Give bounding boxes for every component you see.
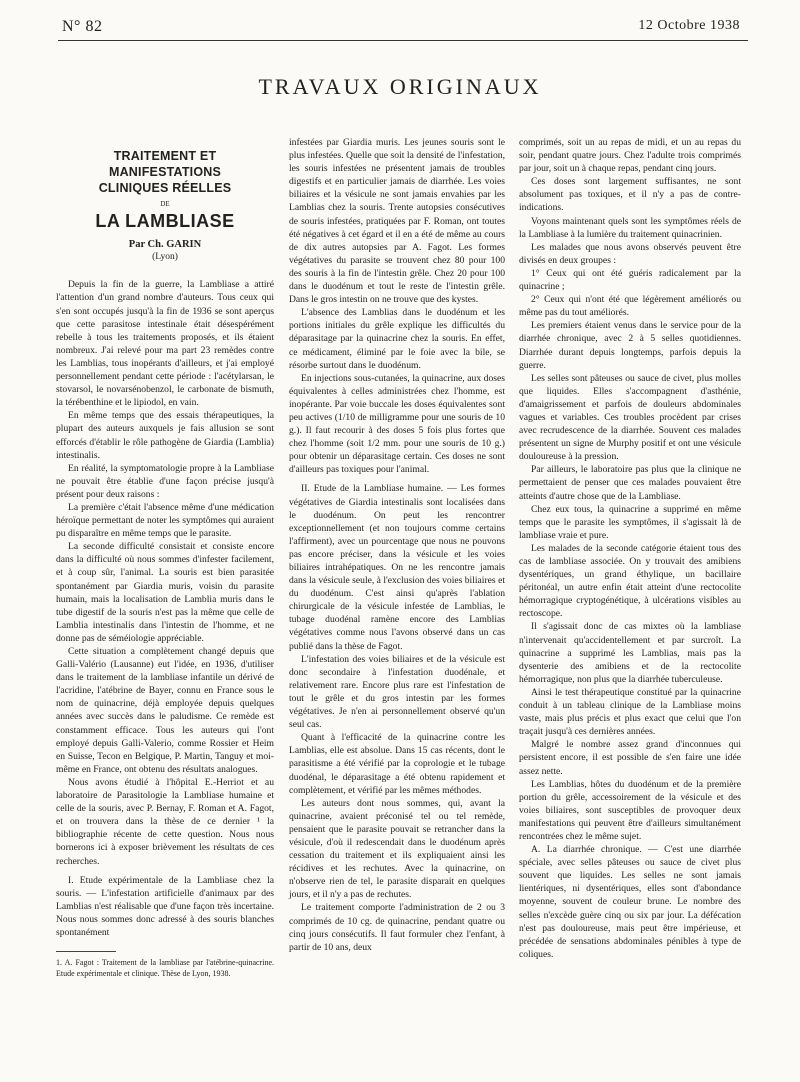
paragraph: Ces doses sont largement suffisantes, ne sont absolument pas toxiques, et il n'y a pas de contre-indications.	[519, 176, 741, 214]
paragraph: 2° Ceux qui n'ont été que légèrement améliorés ou même pas du tout améliorés.	[519, 294, 741, 319]
paragraph: La première c'était l'absence même d'une médication héroïque permettant de noter les symptômes qui auraient pu disparaître en même temps que le parasite.	[56, 501, 274, 540]
paragraph: Les malades de la seconde catégorie étaient tous des cas de lambliase associée. On y trouvait des amibiens dysentériques, un grand éthylique, un bacillaire péritonéal, un autre enfin était atteint d'une rectocolite hémorragique cryptogénétique, à ulcérations visibles au rectoscope.	[519, 542, 741, 620]
section-title: TRAVAUX ORIGINAUX	[258, 74, 542, 99]
article-author: Par Ch. GARIN	[128, 239, 202, 251]
paragraph: infestées par Giardia muris. Les jeunes souris sont le plus infestées. Quelle que soit la densité de l'infestation, les souris infestées ne présentent jamais de troubles digestifs et en particulier jamais de diarrhée. Les voies biliaires et la vésicule ne sont jamais envahies par les Lamblias chez la souris. Trente autopsies consécutives de souris infestées, pratiquées par F. Roman, ont toutes été négatives à cet égard et il en a été de même au cours de dix autres autopsies par A. Fagot. Les formes végétatives du parasite se trouvent chez 80 pour 100 des souris à la fin de l'intestin grêle. Chez 20 pour 100 dans le duodénum et tout le reste de l'intestin grêle. Dans le gros intestin on ne trouve que des kystes.	[289, 137, 505, 306]
paragraph: Le traitement comporte l'administration de 2 ou 3 comprimés de 10 cg. de quinacrine, pendant quatre ou cinq jours consécutifs. Il faut formuler chez l'enfant, à partir de 10 ans, deux	[289, 902, 505, 953]
paragraph: Nous avons étudié à l'hôpital E.-Herriot et au laboratoire de Parasitologie la Lambliase humaine et celle de la souris, avec P. Bernay, F. Roman et A. Fagot, et on trouvera dans la thèse de ce dernier ¹ la bibliographie récente de cette question. Nous nous bornerons ici à exposer brièvement les résultats de ces recherches.	[56, 776, 274, 867]
paragraph: Il s'agissait donc de cas mixtes où la lambliase n'intervenait qu'accidentellement et par surcroît. La quinacrine a supprimé les Lamblias, mais pas la dysenterie des amibiens et de la rectocolite hémorragique, non plus que la diarrhée tuberculeuse.	[519, 621, 741, 685]
article-city: (Lyon)	[152, 252, 178, 263]
paragraph: I. Etude expérimentale de la Lambliase chez la souris. — L'infestation artificielle d'animaux par des Lamblias n'est réalisable que d'une façon très incertaine. Nous nous sommes donc adressé à des souris blanches spontanément	[56, 874, 274, 938]
column-2	[289, 136, 505, 954]
paragraph: II. Etude de la Lambliase humaine. — Les formes végétatives de Giardia intestinalis sont localisées dans le duodénum. On peut les rencontrer exceptionnellement (et non toujours comme certains l'affirment), avec un pourcentage que nous ne pouvons pas encore préciser, dans la vésicule et les voies biliaires intrahépatiques. On ne les rencontre jamais dans la vésicule seule, à l'exclusion des voies biliaires et du duodénum. C'est ainsi qu'après l'ablation chirurgicale de la vésicule infestée de Lamblias, le tubage duodénal ramène encore des Lamblias végétatives comme nous l'avons observé dans un cas publié dans la thèse de Fagot.	[289, 483, 505, 652]
column-3	[519, 136, 741, 961]
paragraph: Ainsi le test thérapeutique constitué par la quinacrine conduit à un tableau clinique de la Lambliase moins vaste, mais plus précis et plus exact que celui que l'on traçait jusqu'à ces dernières années.	[519, 686, 741, 738]
article-title-de: DE	[160, 200, 170, 208]
article-title-line2: CLINIQUES RÉELLES	[98, 181, 232, 195]
paragraph: Les Lamblias, hôtes du duodénum et de la première portion du grêle, accessoirement de la vésicule et des voies biliaires, sont susceptibles de provoquer deux manifestations qui peuvent être d'ailleurs simultanément rencontrées chez le même sujet.	[519, 778, 741, 842]
article-title-line1: TRAITEMENT ET MANIFESTATIONS	[108, 149, 222, 179]
paragraph: Les selles sont pâteuses ou sauce de civet, plus molles que liquides. Elles s'accompagnent d'asthénie, d'amaigrissement et parfois de douleurs abdominales vagues et variables. Ces troubles procèdent par crises avec recrudescence de la diarrhée. Souvent ces malades présentent un signe de Murphy positif et ont une vésicule douloureuse à la pression.	[519, 372, 741, 463]
paragraph: Malgré le nombre assez grand d'inconnues qui persistent encore, il est possible de s'en faire une idée assez nette.	[519, 739, 741, 777]
paragraph: L'absence des Lamblias dans le duodénum et les portions initiales du grêle explique les difficultés du déparasitage par la quinacrine chez la souris. En effet, ce médicament, éliminé par le foie avec la bile, se résorbe surtout dans le duodénum.	[289, 307, 505, 371]
column-1	[56, 148, 274, 979]
paragraph: Les premiers étaient venus dans le service pour de la diarrhée chronique, avec 2 à 5 selles quotidiennes. Diarrhée durant depuis longtemps, parfois depuis la guerre.	[519, 320, 741, 371]
paragraph: Les malades que nous avons observés peuvent être divisés en deux groupes :	[519, 241, 741, 266]
paragraph: Les auteurs dont nous sommes, qui, avant la quinacrine, avaient préconisé tel ou tel remède, pensaient que le parasite pouvait se retrancher dans la vésicule, d'où il redescendait dans le duodénum après cessation du traitement et ils expliquaient ainsi les récidives et les rechutes. Avec la quinacrine, on n'observe rien de tel, le parasite disparait en quelques jours, et il n'y a pas de rechutes.	[289, 797, 505, 901]
paragraph: A. La diarrhée chronique. — C'est une diarrhée spéciale, avec selles pâteuses ou sauce de civet plus souvent que liquides. Les selles ne sont jamais lientériques, ni dysentériques, elles sont d'abondance moyenne, souvent de couleur brune. Le nombre des selles n'excède guère cinq ou six par jour. La défécation n'est pas douloureuse, mais peut être impérieuse, et précédée de sensations abdominales pénibles à type de coliques.	[519, 844, 741, 960]
paragraph: Cette situation a complètement changé depuis que Galli-Valério (Lausanne) eut l'idée, en 1936, d'utiliser dans le traitement de la lambliase infantile un dérivé de l'acridine, l'atébrine de Bayer, connu en France sous le nom de quinacrine, déjà employée depuis quelques années avec succès dans le paludisme. Ce remède est constamment efficace. Tous les auteurs qui l'ont employé depuis Galli-Valerio, comme Rossier et Heim en Suisse, Tecon en Belgique, P. Martin, Tanguy et moi-même en France, ont obtenu des résultats analogues.	[56, 646, 274, 775]
paragraph: Chez eux tous, la quinacrine a supprimé en même temps que le parasite les symptômes, il s'agissait là de lambliase vraie et pure.	[519, 503, 741, 541]
header-rule	[58, 40, 748, 41]
paragraph: En injections sous-cutanées, la quinacrine, aux doses équivalentes à celles administrées chez l'homme, est inopérante. Par voie buccale les doses équivalentes sont peu actives (1/10 de milligramme pour une souris de 10 g.). Il faut recourir à des doses 5 fois plus fortes que chez l'homme (soit 1/2 mm. pour une souris de 10 g.) pour obtenir un déparasitage certain. Ces doses ne sont d'ailleurs pas toxiques pour l'animal.	[289, 372, 505, 476]
paragraph: En même temps que des essais thérapeutiques, la plupart des auteurs auxquels je fais allusion se sont efforcés d'établir le rôle pathogène de Giardia (Lamblia) intestinalis.	[56, 410, 274, 461]
footnote: 1. A. Fagot : Traitement de la lambliase par l'atébrine-quinacrine. Etude expérimentale et clinique. Thèse de Lyon, 1938.	[56, 958, 274, 978]
paragraph: L'infestation des voies biliaires et de la vésicule est donc secondaire à l'infestation duodénale, et relativement rare. Encore plus rare est l'infestation de tout le grêle et du gros intestin par les formes végétatives. Je n'en ai personnellement observé qu'un seul cas.	[289, 653, 505, 731]
paragraph: Depuis la fin de la guerre, la Lambliase a attiré l'attention d'un grand nombre d'auteurs. Tous ceux qui s'en sont occupés jusqu'à la fin de 1936 se sont aperçus que cette parasitose intestinale était désespérément rebelle à tous les traitements proposés, et ils étaient nombreux. J'ai relevé pour ma part 23 remèdes contre les Lamblias, tous inopérants d'ailleurs, et j'ai employé personnellement pendant cette période : l'acétylarsan, le stovarsol, le novarsénobenzol, le carbonate de bismuth, la térébenthine et le lipiodol, en vain.	[56, 279, 274, 409]
article-main-title: LA LAMBLIASE	[95, 211, 235, 232]
issue-number: N° 82	[62, 18, 103, 35]
paragraph: Par ailleurs, le laboratoire pas plus que la clinique ne permettaient de penser que ces malades pouvaient être atteints d'autre chose que de la Lambliase.	[519, 464, 741, 502]
paragraph: La seconde difficulté consistait et consiste encore dans la difficulté où nous sommes d'infester facilement, et à coup sûr, l'animal. La souris est bien parasitée spontanément par Giardia muris, voisin du parasite humain, mais la localisation de Lamblia muris dans le tube digestif de la souris n'est pas la même que celle de Lamblia intestinalis dans l'intestin de l'homme, et ne donne pas de séméiologie appréciable.	[56, 541, 274, 644]
footnote-rule	[56, 951, 116, 952]
issue-date: 12 Octobre 1938	[638, 18, 740, 33]
paragraph: Voyons maintenant quels sont les symptômes réels de la Lambliase à la lumière du traitement quinacrinien.	[519, 215, 741, 240]
paragraph: Quant à l'efficacité de la quinacrine contre les Lamblias, elle est absolue. Dans 15 cas récents, dont le parasitisme a été vérifié par la coprologie et le tubage duodénal, le déparasitage a été obtenu rapidement et complètement, et vérifié par les mêmes méthodes.	[289, 732, 505, 796]
paragraph: 1° Ceux qui ont été guéris radicalement par la quinacrine ;	[519, 267, 741, 293]
column-1-body	[56, 278, 274, 939]
paragraph: En réalité, la symptomatologie propre à la Lambliase ne pouvait être établie d'une façon précise jusqu'à présent pour deux raisons :	[56, 462, 274, 500]
paragraph: comprimés, soit un au repas de midi, et un au repas du soir, pendant quatre jours. Chez l'adulte trois comprimés par jour, soit un à chaque repas, pendant cinq jours.	[519, 137, 741, 175]
